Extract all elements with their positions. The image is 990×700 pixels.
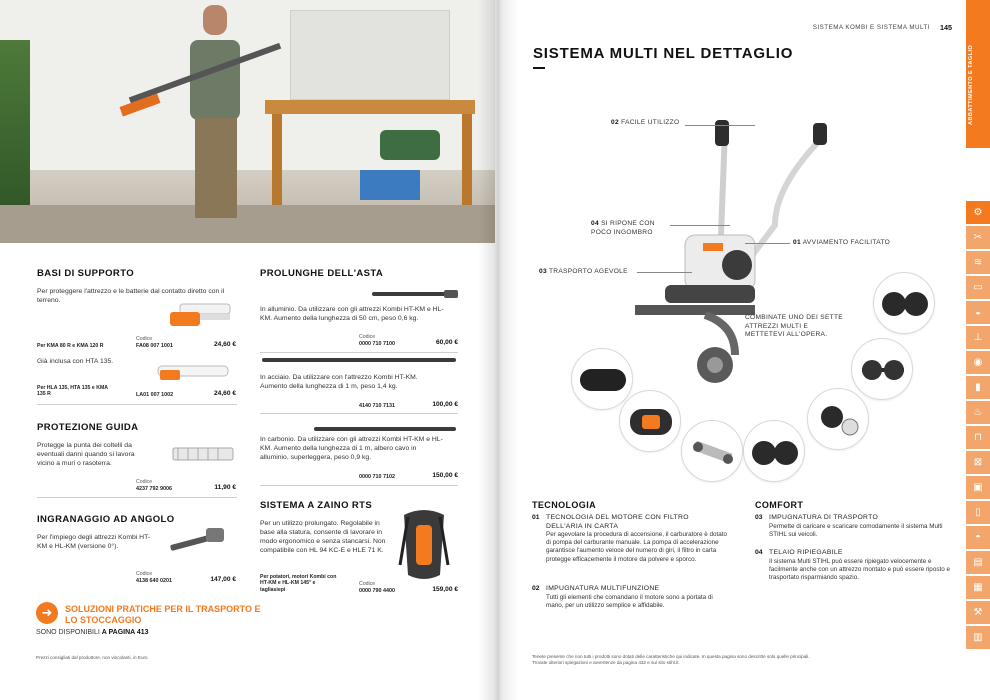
zaino-title: SISTEMA A ZAINO RTS: [260, 500, 373, 511]
feature-01-num: 01: [532, 514, 540, 521]
basi-item2-code: LA01 007 1002: [136, 392, 174, 398]
multi-system-machine-image: [625, 115, 835, 395]
feature-02-head: IMPUGNATURA MULTIFUNZIONE: [546, 585, 660, 592]
basi-item1-price: 24,60 €: [214, 341, 236, 348]
angle-gear-image: [166, 522, 236, 558]
prolunghe-item2-price: 100,00 €: [432, 401, 458, 408]
attachment-cultivator-1: [873, 272, 935, 334]
support-base-image: [160, 298, 240, 338]
prolunghe-item3-code: 0000 710 7102: [359, 474, 395, 480]
shaft-end: [444, 290, 458, 298]
backpack-harness-image: [394, 505, 454, 585]
basi-title: BASI DI SUPPORTO: [37, 268, 135, 279]
person-legs: [195, 118, 237, 218]
callout-02: [611, 119, 679, 128]
helmet-icon[interactable]: ◓: [966, 525, 990, 549]
chainsaw-icon[interactable]: ⚙: [966, 200, 990, 224]
battery-icon[interactable]: ▮: [966, 375, 990, 399]
prolunghe-item2-code: 4140 710 7131: [359, 403, 395, 409]
section-tab-label: ABBATTIMENTO E TAGLIO: [968, 44, 974, 126]
protezione-price: 11,90 €: [214, 484, 236, 491]
workbench: [265, 100, 475, 114]
section-tabs: [966, 0, 990, 700]
comfort-title: COMFORT: [755, 500, 804, 510]
callout-03-num: 03: [539, 268, 547, 275]
code-label: Codice: [136, 571, 153, 577]
floor: [0, 205, 495, 243]
callout-03-text: TRASPORTO AGEVOLE: [548, 268, 628, 275]
person-head: [203, 5, 227, 35]
feature-03-head: IMPUGNATURA DI TRASPORTO: [769, 514, 879, 521]
blade-guard-image: [168, 440, 238, 470]
callout-04-text: SI RIPONE CON POCO INGOMBRO: [591, 220, 655, 236]
green-bag: [380, 130, 440, 160]
right-footnote-2: Trovate ulteriori spiegazioni e avvertenze da pagina 432 e sul sito stihl.it.: [532, 660, 680, 665]
callout-line: [745, 243, 790, 244]
protezione-code: 4237 792 9006: [136, 486, 172, 492]
wrench-icon[interactable]: ⚒: [966, 600, 990, 624]
vacuum-icon[interactable]: ⊠: [966, 450, 990, 474]
feature-01-head: TECNOLOGIA DEL MOTORE CON FILTRO DELL'ARIA IN CARTA: [546, 514, 689, 530]
blower-icon[interactable]: ≋: [966, 250, 990, 274]
callout-02-text: FACILE UTILIZZO: [621, 119, 680, 126]
support-base-image-2: [148, 358, 238, 388]
prolunghe-item3-text: In carbonio. Da utilizzare con gli attrezzi Kombi HT-KM e HL-KM. Aumento della lunghezza di 1 m, albero cavo in alluminio, superleggera, peso 0,9 kg.: [260, 436, 443, 461]
carbon-shaft-image: [314, 427, 456, 431]
sprayer-icon[interactable]: ♨: [966, 400, 990, 424]
prolunghe-item3-price: 150,00 €: [432, 472, 458, 479]
phone-icon[interactable]: ▯: [966, 500, 990, 524]
callout-01: [793, 239, 890, 248]
basi-item2-text: Già inclusa con HTA 135.: [37, 358, 114, 365]
divider: [37, 497, 237, 498]
hero-photo: [0, 0, 495, 243]
prolunghe-item1-price: 60,00 €: [436, 339, 458, 346]
prolunghe-item1-code: 0000 710 7100: [359, 341, 395, 347]
divider: [37, 404, 237, 405]
prolunghe-item2-text: In acciaio. Da utilizzare con l'attrezzo Kombi HT-KM. Aumento della lunghezza di 1 m, peso 1,4 kg.: [260, 374, 418, 390]
attachment-wheel: [807, 388, 869, 450]
prolunghe-item1-text: In alluminio. Da utilizzare con gli attrezzi Kombi HT-KM e HL-KM. Aumento della lunghezza di 50 cm, peso 0,6 kg.: [260, 306, 444, 322]
code-label: Codice: [359, 334, 376, 340]
attachment-aerator: [681, 420, 743, 482]
code-label: Codice: [359, 581, 376, 587]
page-number: 145: [940, 23, 952, 32]
protezione-title: PROTEZIONE GUIDA: [37, 422, 139, 433]
ingranaggio-price: 147,00 €: [210, 576, 236, 583]
basi-item1-code: FA08 007 1001: [136, 343, 173, 349]
combine-note: COMBINATE UNO DEI SETTE ATTREZZI MULTI E METTETEVI ALL'OPERA.: [745, 314, 843, 338]
callout-line: [685, 125, 755, 126]
steel-shaft-image: [262, 358, 456, 362]
zaino-code: 0000 790 4400: [359, 588, 395, 594]
feature-04-head: TELAIO RIPIEGABILE: [769, 549, 843, 556]
feature-02-num: 02: [532, 585, 540, 592]
feature-01-text: Per agevolare la procedura di accensione, il carburatore è dotato di pompa del carburante manuale. La pompa di accelerazione garantisce l'aumento veloce del numero di giri, il filtro in carta protegge efficacemente il motore da polvere e sporco.: [546, 531, 727, 563]
zaino-label: Per potatori, motori Kombi con HT-KM e HL-KM 145° e tagliasiepi: [260, 574, 337, 593]
protezione-text: Protegge la punta dei coltelli da eventuali danni quando si lavora vicino a muri o rasoterra.: [37, 442, 135, 467]
basi-item2-label: Per HLA 135, HTA 135 e KMA 135 R: [37, 385, 108, 398]
mower-icon[interactable]: ▭: [966, 275, 990, 299]
cta-subtitle: [36, 629, 149, 636]
chip-icon[interactable]: ▣: [966, 475, 990, 499]
bag-icon[interactable]: ▤: [966, 550, 990, 574]
right-page: [495, 0, 990, 700]
basi-item1-label: Per KMA 80 R e KMA 120 R: [37, 343, 104, 349]
basi-item2-price: 24,60 €: [214, 390, 236, 397]
right-footnote-1: Tenete presente che non tutti i prodotti sono dotati delle caratteristiche qui indicate. In questa pagina sono descritte solo quelle principali.: [532, 654, 810, 659]
section-tab-active[interactable]: [966, 0, 990, 148]
callout-01-num: 01: [793, 239, 801, 246]
person-body: [190, 40, 240, 120]
divider: [260, 485, 458, 486]
cta-title[interactable]: SOLUZIONI PRATICHE PER IL TRASPORTO E LO STOCCAGGIO: [65, 604, 261, 625]
ingranaggio-title: INGRANAGGIO AD ANGOLO: [37, 514, 175, 525]
cutter-icon[interactable]: ◉: [966, 350, 990, 374]
callout-04-num: 04: [591, 220, 599, 227]
callout-02-num: 02: [611, 119, 619, 126]
callout-03: [539, 268, 628, 277]
running-head: SISTEMA KOMBI E SISTEMA MULTI: [812, 24, 930, 31]
drill-icon[interactable]: ⊥: [966, 325, 990, 349]
prolunghe-title: PROLUNGHE DELL'ASTA: [260, 268, 384, 279]
hedge-icon[interactable]: ✂: [966, 225, 990, 249]
attachment-power-sweep: [571, 348, 633, 410]
page-title: SISTEMA MULTI NEL DETTAGLIO: [533, 45, 794, 62]
cta-sub-prefix: SONO DISPONIBILI: [36, 629, 100, 636]
divider: [260, 352, 458, 353]
ingranaggio-text: Per l'impiego degli attrezzi Kombi HT-KM e HL-KM (versione 0°).: [37, 534, 151, 550]
washer-icon[interactable]: ⊓: [966, 425, 990, 449]
attachment-spiked-roller: [743, 420, 805, 482]
code-label: Codice: [136, 479, 153, 485]
plant: [0, 40, 30, 220]
price-footnote: Prezzi consigliati dal produttore, non vincolanti, in Euro: [36, 655, 148, 660]
arrow-right-icon[interactable]: ➜: [36, 602, 58, 624]
ingranaggio-code: 4138 640 0201: [136, 578, 172, 584]
book-icon[interactable]: ▥: [966, 625, 990, 649]
code-label: Codice: [136, 336, 153, 342]
callout-01-text: AVVIAMENTO FACILITATO: [802, 239, 891, 246]
pegboard: [290, 10, 450, 100]
divider: [260, 413, 458, 414]
callout-line: [637, 272, 692, 273]
zaino-text: Per un utilizzo prolungato. Regolabile in base alla statura, consente di lavorare in modo ergonomico e senza stancarsi. Non compatibile con HL 94 KC-E e HLE 71 K.: [260, 520, 386, 554]
feature-03-text: Permette di caricare e scaricare comodamente il sistema Multi STIHL sui veicoli.: [769, 523, 943, 539]
callout-line: [670, 225, 730, 226]
feature-04-text: Il sistema Multi STIHL può essere ripiegato velocemente e facilmente anche con un attrezzo montato e può essere riposto e trasportato risparmiando spazio.: [769, 558, 950, 582]
blue-box: [360, 170, 420, 200]
feature-04-num: 04: [755, 549, 763, 556]
basi-text: Per proteggere l'attrezzo e le batterie dal contatto diretto con il terreno.: [37, 288, 225, 304]
robot-mower-icon[interactable]: ◒: [966, 300, 990, 324]
tecnologia-title: TECNOLOGIA: [532, 500, 596, 510]
title-underline: [533, 67, 545, 69]
cta-page-link[interactable]: A PAGINA 413: [101, 629, 149, 636]
feature-02-text: Tutti gli elementi che comandano il motore sono a portata di mano, per un utilizzo semplice e affidabile.: [546, 594, 713, 610]
callout-04: [591, 220, 671, 237]
box-icon[interactable]: ▦: [966, 575, 990, 599]
feature-03-num: 03: [755, 514, 763, 521]
zaino-price: 159,00 €: [432, 586, 458, 593]
